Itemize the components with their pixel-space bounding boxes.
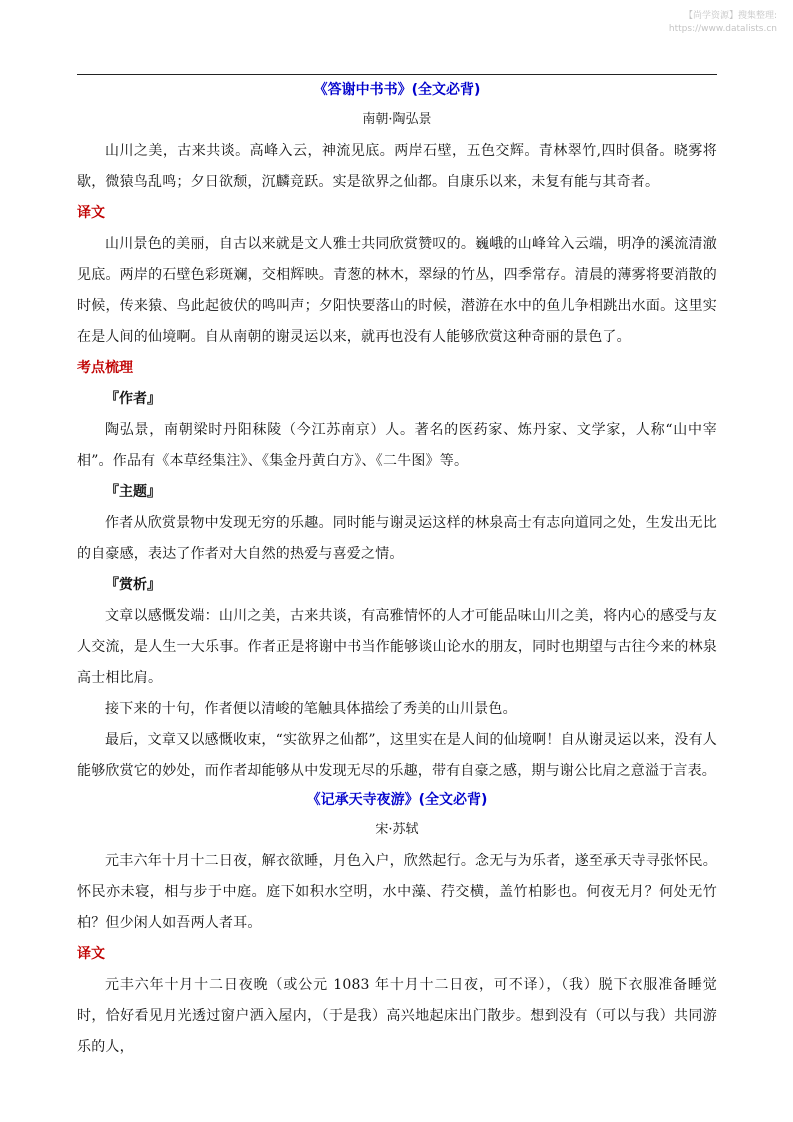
section2-original-text: 元丰六年十月十二日夜，解衣欲睡，月色入户，欣然起行。念无与为乐者，遂至承天寺寻张怀民。怀民亦未寝，相与步于中庭。庭下如积水空明，水中藻、荇交横，盖竹柏影也。何夜无月？何处无竹柏？但少闲人如吾两人者耳。	[77, 853, 717, 931]
section1-author-text: 陶弘景，南朝梁时丹阳秣陵（今江苏南京）人。著名的医药家、炼丹家、文学家，人称“山中宰相”。作品有《本草经集注》、《集金丹黄白方》、《二牛图》等。	[77, 422, 717, 469]
section1-keypoints-heading: 考点梳理	[77, 360, 133, 376]
section1-translation-heading: 译文	[77, 205, 105, 221]
watermark	[669, 10, 777, 36]
section2-title: 《记承天寺夜游》(全文必背)	[306, 792, 488, 808]
section1-author-heading: 『作者』	[105, 391, 161, 407]
watermark-line-1: 【尚学资源】搜集整理:	[683, 11, 777, 21]
section1-title: 《答谢中书书》(全文必背)	[313, 82, 481, 98]
section1-byline: 南朝·陶弘景	[362, 112, 432, 127]
section1-analysis-paragraph-3: 最后，文章又以感慨收束，“实欲界之仙都”，这里实在是人间的仙境啊！自从谢灵运以来，没有人能够欣赏它的妙处，而作者却能够从中发现无尽的乐趣，带有自豪之感，期与谢公比肩之意溢于言表。	[77, 732, 717, 779]
section1-theme-text: 作者从欣赏景物中发现无穷的乐趣。同时能与谢灵运这样的林泉高士有志向道同之处，生发出无比的自豪感，表达了作者对大自然的热爱与喜爱之情。	[77, 515, 717, 562]
section1-analysis-heading: 『赏析』	[105, 577, 161, 593]
document-body	[77, 77, 717, 1063]
section1-analysis-paragraph-2: 接下来的十句，作者便以清峻的笔触具体描绘了秀美的山川景色。	[105, 701, 517, 717]
header-rule	[77, 74, 717, 75]
watermark-line-2: https://www.datalists.cn	[668, 24, 777, 34]
section2-byline: 宋·苏轼	[375, 822, 419, 837]
section1-translation-text: 山川景色的美丽，自古以来就是文人雅士共同欣赏赞叹的。巍峨的山峰耸入云端，明净的溪流清澈见底。两岸的石壁色彩斑斓，交相辉映。青葱的林木，翠绿的竹丛，四季常存。清晨的薄雾将要消散的时候，传来猿、鸟此起彼伏的鸣叫声；夕阳快要落山的时候，潜游在水中的鱼儿争相跳出水面。这里实在是人间的仙境啊。自从南朝的谢灵运以来，就再也没有人能够欣赏这种奇丽的景色了。	[77, 236, 717, 345]
section2-translation-heading: 译文	[77, 946, 105, 962]
section1-original-text: 山川之美，古来共谈。高峰入云，神流见底。两岸石壁，五色交辉。青林翠竹,四时俱备。晓雾将歇，微猿鸟乱鸣；夕日欲颓，沉麟竞跃。实是欲界之仙都。自康乐以来，未复有能与其奇者。	[77, 143, 717, 190]
section2-translation-text: 元丰六年十月十二日夜晚（或公元 1083 年十月十二日夜，可不译），（我）脱下衣服准备睡觉时，恰好看见月光透过窗户洒入屋内，（于是我）高兴地起床出门散步。想到没有（可以与我）共同游乐的人，	[77, 977, 717, 1055]
section1-analysis-paragraph-1: 文章以感慨发端：山川之美，古来共谈，有高雅情怀的人才可能品味山川之美，将内心的感受与友人交流，是人生一大乐事。作者正是将谢中书当作能够谈山论水的朋友，同时也期望与古往今来的林泉高士相比肩。	[77, 608, 717, 686]
section1-theme-heading: 『主题』	[105, 484, 161, 500]
